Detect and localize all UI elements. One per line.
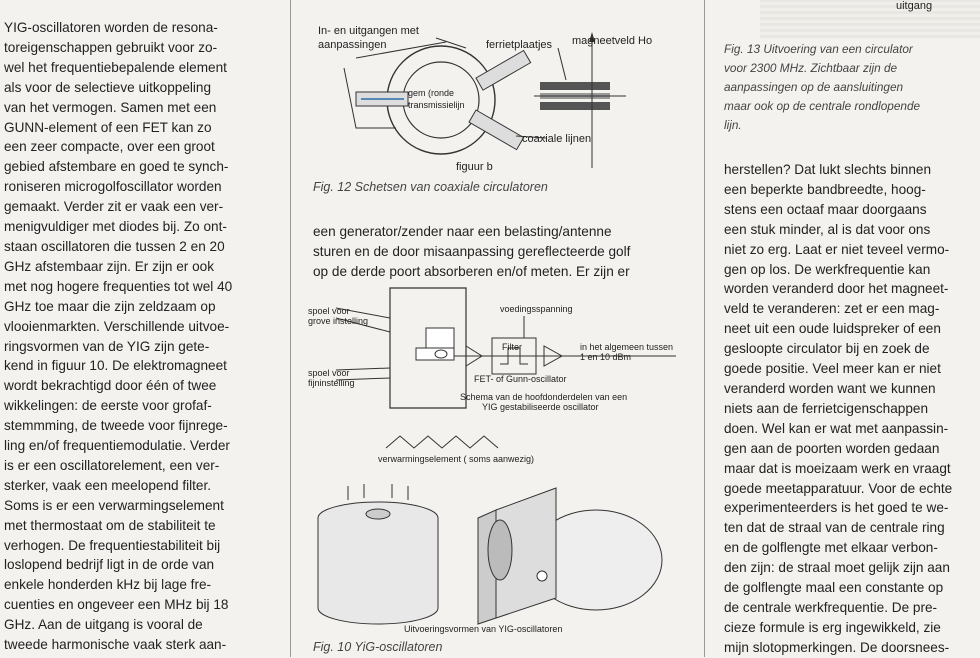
body-text-line: een stuk minder, al is dat voor ons bbox=[724, 221, 931, 237]
fig12-label-inputs: In- en uitgangen met bbox=[318, 25, 419, 37]
body-text-line: enkele honderden kHz bij lage fre- bbox=[4, 577, 212, 593]
body-text-line: toreigenschappen gebruikt voor zo- bbox=[4, 39, 218, 55]
fig13-photo-fragment bbox=[760, 0, 980, 38]
body-text-line: tweede harmonische vaak sterk aan- bbox=[4, 637, 227, 653]
body-text-line: wikkelingen: de eerste voor grofaf- bbox=[4, 398, 212, 414]
body-text-line: met thermostaat om de stabiliteit te bbox=[4, 517, 216, 533]
body-text-line: kend in figuur 10. De elektromagneet bbox=[4, 358, 227, 374]
right-text-column bbox=[724, 160, 980, 658]
body-text-line: goede meetapparatuur. Voor de echte bbox=[724, 480, 953, 496]
fig10-label-output: in het algemeen tussen bbox=[580, 342, 674, 352]
fig12-caption: Fig. 12 Schetsen van coaxiale circulatoren bbox=[313, 180, 548, 194]
body-text-line: veld te veranderen: zet er een mag- bbox=[724, 301, 940, 317]
body-text-line: staan oscillatoren die tussen 2 en 20 bbox=[4, 238, 225, 254]
body-text-line: van het vermogen. Samen met een bbox=[4, 99, 217, 115]
body-text-line: cieze formule is erg ingewikkeld, zie bbox=[724, 619, 941, 635]
body-text-line: doen. Wel kan er wat met aanpassin- bbox=[724, 420, 949, 436]
fig12-label-ring-2: transmissielijn bbox=[408, 100, 465, 110]
fig10-label-coil-coarse: spoel voor bbox=[308, 306, 350, 316]
body-text-line: Soms is er een verwarmingselement bbox=[4, 497, 224, 513]
body-text-line: maar dat is moeizaam werk en vraagt bbox=[724, 460, 951, 476]
body-text-line: mijn slotopmerkingen. De doorsnees- bbox=[724, 639, 950, 655]
body-text-line: den zijn: de straal moet gelijk zijn aan bbox=[724, 560, 950, 576]
fig10-label-heater: verwarmingselement ( soms aanwezig) bbox=[378, 454, 535, 464]
caption-line: Fig. 13 Uitvoering van een circulator bbox=[724, 42, 913, 56]
fig10-caption: Fig. 10 YiG-oscillatoren bbox=[313, 640, 443, 654]
body-text-line: cuenties en ongeveer een MHz bij 18 bbox=[4, 597, 229, 613]
body-text-line: een generator/zender naar een belasting/antenne bbox=[313, 224, 612, 239]
fig10-label-fet: FET- of Gunn-oscillator bbox=[474, 374, 567, 384]
body-text-line: menigvuldiger met diodes bij. Zo ont- bbox=[4, 219, 227, 235]
fig12-label-inputs-2: aanpassingen bbox=[318, 39, 387, 51]
fig10-label-coil-fine: spoel voor bbox=[308, 368, 350, 378]
body-text-line: worden veranderd door het magneet- bbox=[724, 281, 949, 297]
caption-line: voor 2300 MHz. Zichtbaar zijn de bbox=[724, 61, 898, 75]
body-text-line: en de golflengte met elkaar verbon- bbox=[724, 540, 938, 556]
fig10-label-schema: Schema van de hoofdonderdelen van een bbox=[460, 392, 628, 402]
middle-text-block bbox=[313, 222, 703, 282]
body-text-line: sterker, vaak een meelopend filter. bbox=[4, 477, 212, 493]
body-text-line: met nog hogere frequenties tot wel 40 bbox=[4, 278, 233, 294]
body-text-line: gemaakt. Verder zit er vaak een ver- bbox=[4, 199, 224, 215]
fig10-yig-oscillator-diagram bbox=[296, 278, 696, 638]
body-text-line: YIG-oscillatoren worden de resona- bbox=[4, 20, 218, 35]
fig10-label-supply: voedingsspanning bbox=[500, 304, 573, 314]
body-text-line: ling en/of frequentiemodulatie. Verder bbox=[4, 438, 230, 454]
body-text-line: de centrale werkfrequentie. De pre- bbox=[724, 599, 938, 615]
body-text-line: herstellen? Dat lukt slechts binnen bbox=[724, 162, 932, 177]
left-text-column bbox=[4, 18, 282, 655]
fig13-caption bbox=[724, 40, 974, 135]
body-text-line: wel het frequentiebepalende element bbox=[4, 59, 227, 75]
fig10-label-output-2: 1 en 10 dBm bbox=[580, 352, 632, 362]
body-text-line: niets aan de ferrietcigenschappen bbox=[724, 400, 929, 416]
body-text-line: de golflengte maal een constante op bbox=[724, 580, 944, 596]
body-text-line: vlooienmarkten. Verschillende uitvoe- bbox=[4, 318, 230, 334]
body-text-line: ten dat de straal van de centrale ring bbox=[724, 520, 945, 536]
body-text-line: GHz afstembaar zijn. Er zijn er ook bbox=[4, 258, 215, 274]
body-text-line: loslopend bedrijf ligt in de orde van bbox=[4, 557, 215, 573]
body-text-line: GHz. Aan de uitgang is vooral de bbox=[4, 617, 203, 633]
fig10-label-coil-fine-2: fijninstelling bbox=[308, 378, 355, 388]
body-text-line: sturen en de door misaanpassing gereflecteerde golf bbox=[313, 243, 631, 259]
body-text-line: GHz toe maar die zijn zeldzaam op bbox=[4, 298, 216, 314]
body-text-line: niet zo erg. Laat er niet teveel vermo- bbox=[724, 241, 950, 257]
fig12-label-ferrite: ferrietplaatjes bbox=[486, 39, 553, 51]
body-text-line: veranderd worden want we kunnen bbox=[724, 380, 936, 396]
fig12-label-coax: coaxiale lijnen bbox=[522, 133, 592, 145]
fig12-label-figb: figuur b bbox=[456, 161, 493, 173]
body-text-line: experimenteerders is het goed te we- bbox=[724, 500, 949, 516]
fig10-label-forms: Uitvoeringsvormen van YIG-oscillatoren bbox=[404, 624, 563, 634]
fig10-label-filter: Filter bbox=[502, 342, 522, 352]
fig13-label-output: uitgang bbox=[896, 0, 933, 12]
body-text-line: gebied afstembare en goed te synch- bbox=[4, 159, 229, 175]
body-text-line: verhogen. De frequentiestabiliteit bij bbox=[4, 537, 221, 553]
body-text-line: een beperkte bandbreedte, hoog- bbox=[724, 181, 926, 197]
fig12-circulator-sketch bbox=[296, 18, 696, 180]
body-text-line: roniseren microgolfoscillator worden bbox=[4, 179, 222, 195]
body-text-line: gesloopte circulator bij en zoek de bbox=[724, 341, 930, 357]
fig12-label-ring: gem (ronde bbox=[408, 88, 455, 98]
fig10-label-schema-2: YIG gestabiliseerde oscillator bbox=[482, 402, 599, 412]
body-text-line: wordt bekrachtigd door één of twee bbox=[4, 378, 217, 394]
body-text-line: op de derde poort absorberen en/of meten. Er zijn er bbox=[313, 263, 630, 279]
body-text-line: een zeer compacte, over een groot bbox=[4, 139, 215, 155]
caption-line: maar ook op de centrale rondlopende bbox=[724, 99, 921, 113]
body-text-line: gen op los. De werkfrequentie kan bbox=[724, 261, 931, 277]
body-text-line: is er een oscillatorelement, een ver- bbox=[4, 457, 220, 473]
body-text-line: goede positie. Veel meer kan er niet bbox=[724, 361, 941, 377]
body-text-line: stemmming, de tweede voor fijnrege- bbox=[4, 418, 228, 434]
fig12-label-field: magneetveld Ho bbox=[572, 35, 653, 47]
body-text-line: ringsvormen van de YIG zijn gete- bbox=[4, 338, 210, 354]
body-text-line: stens een octaaf maar doorgaans bbox=[724, 201, 927, 217]
column-divider-left bbox=[290, 0, 291, 657]
body-text-line: gen aan de poorten worden gedaan bbox=[724, 440, 940, 456]
body-text-line: GUNN-element of een FET kan zo bbox=[4, 119, 212, 135]
column-divider-right bbox=[704, 0, 705, 657]
caption-line: lijn. bbox=[724, 118, 742, 132]
body-text-line: als voor de selectieve uitkoppeling bbox=[4, 79, 212, 95]
caption-line: aanpassingen op de aansluitingen bbox=[724, 80, 904, 94]
fig10-label-coil-coarse-2: grove instelling bbox=[308, 316, 369, 326]
body-text-line: neet uit een oude luidspreker of een bbox=[724, 321, 941, 337]
